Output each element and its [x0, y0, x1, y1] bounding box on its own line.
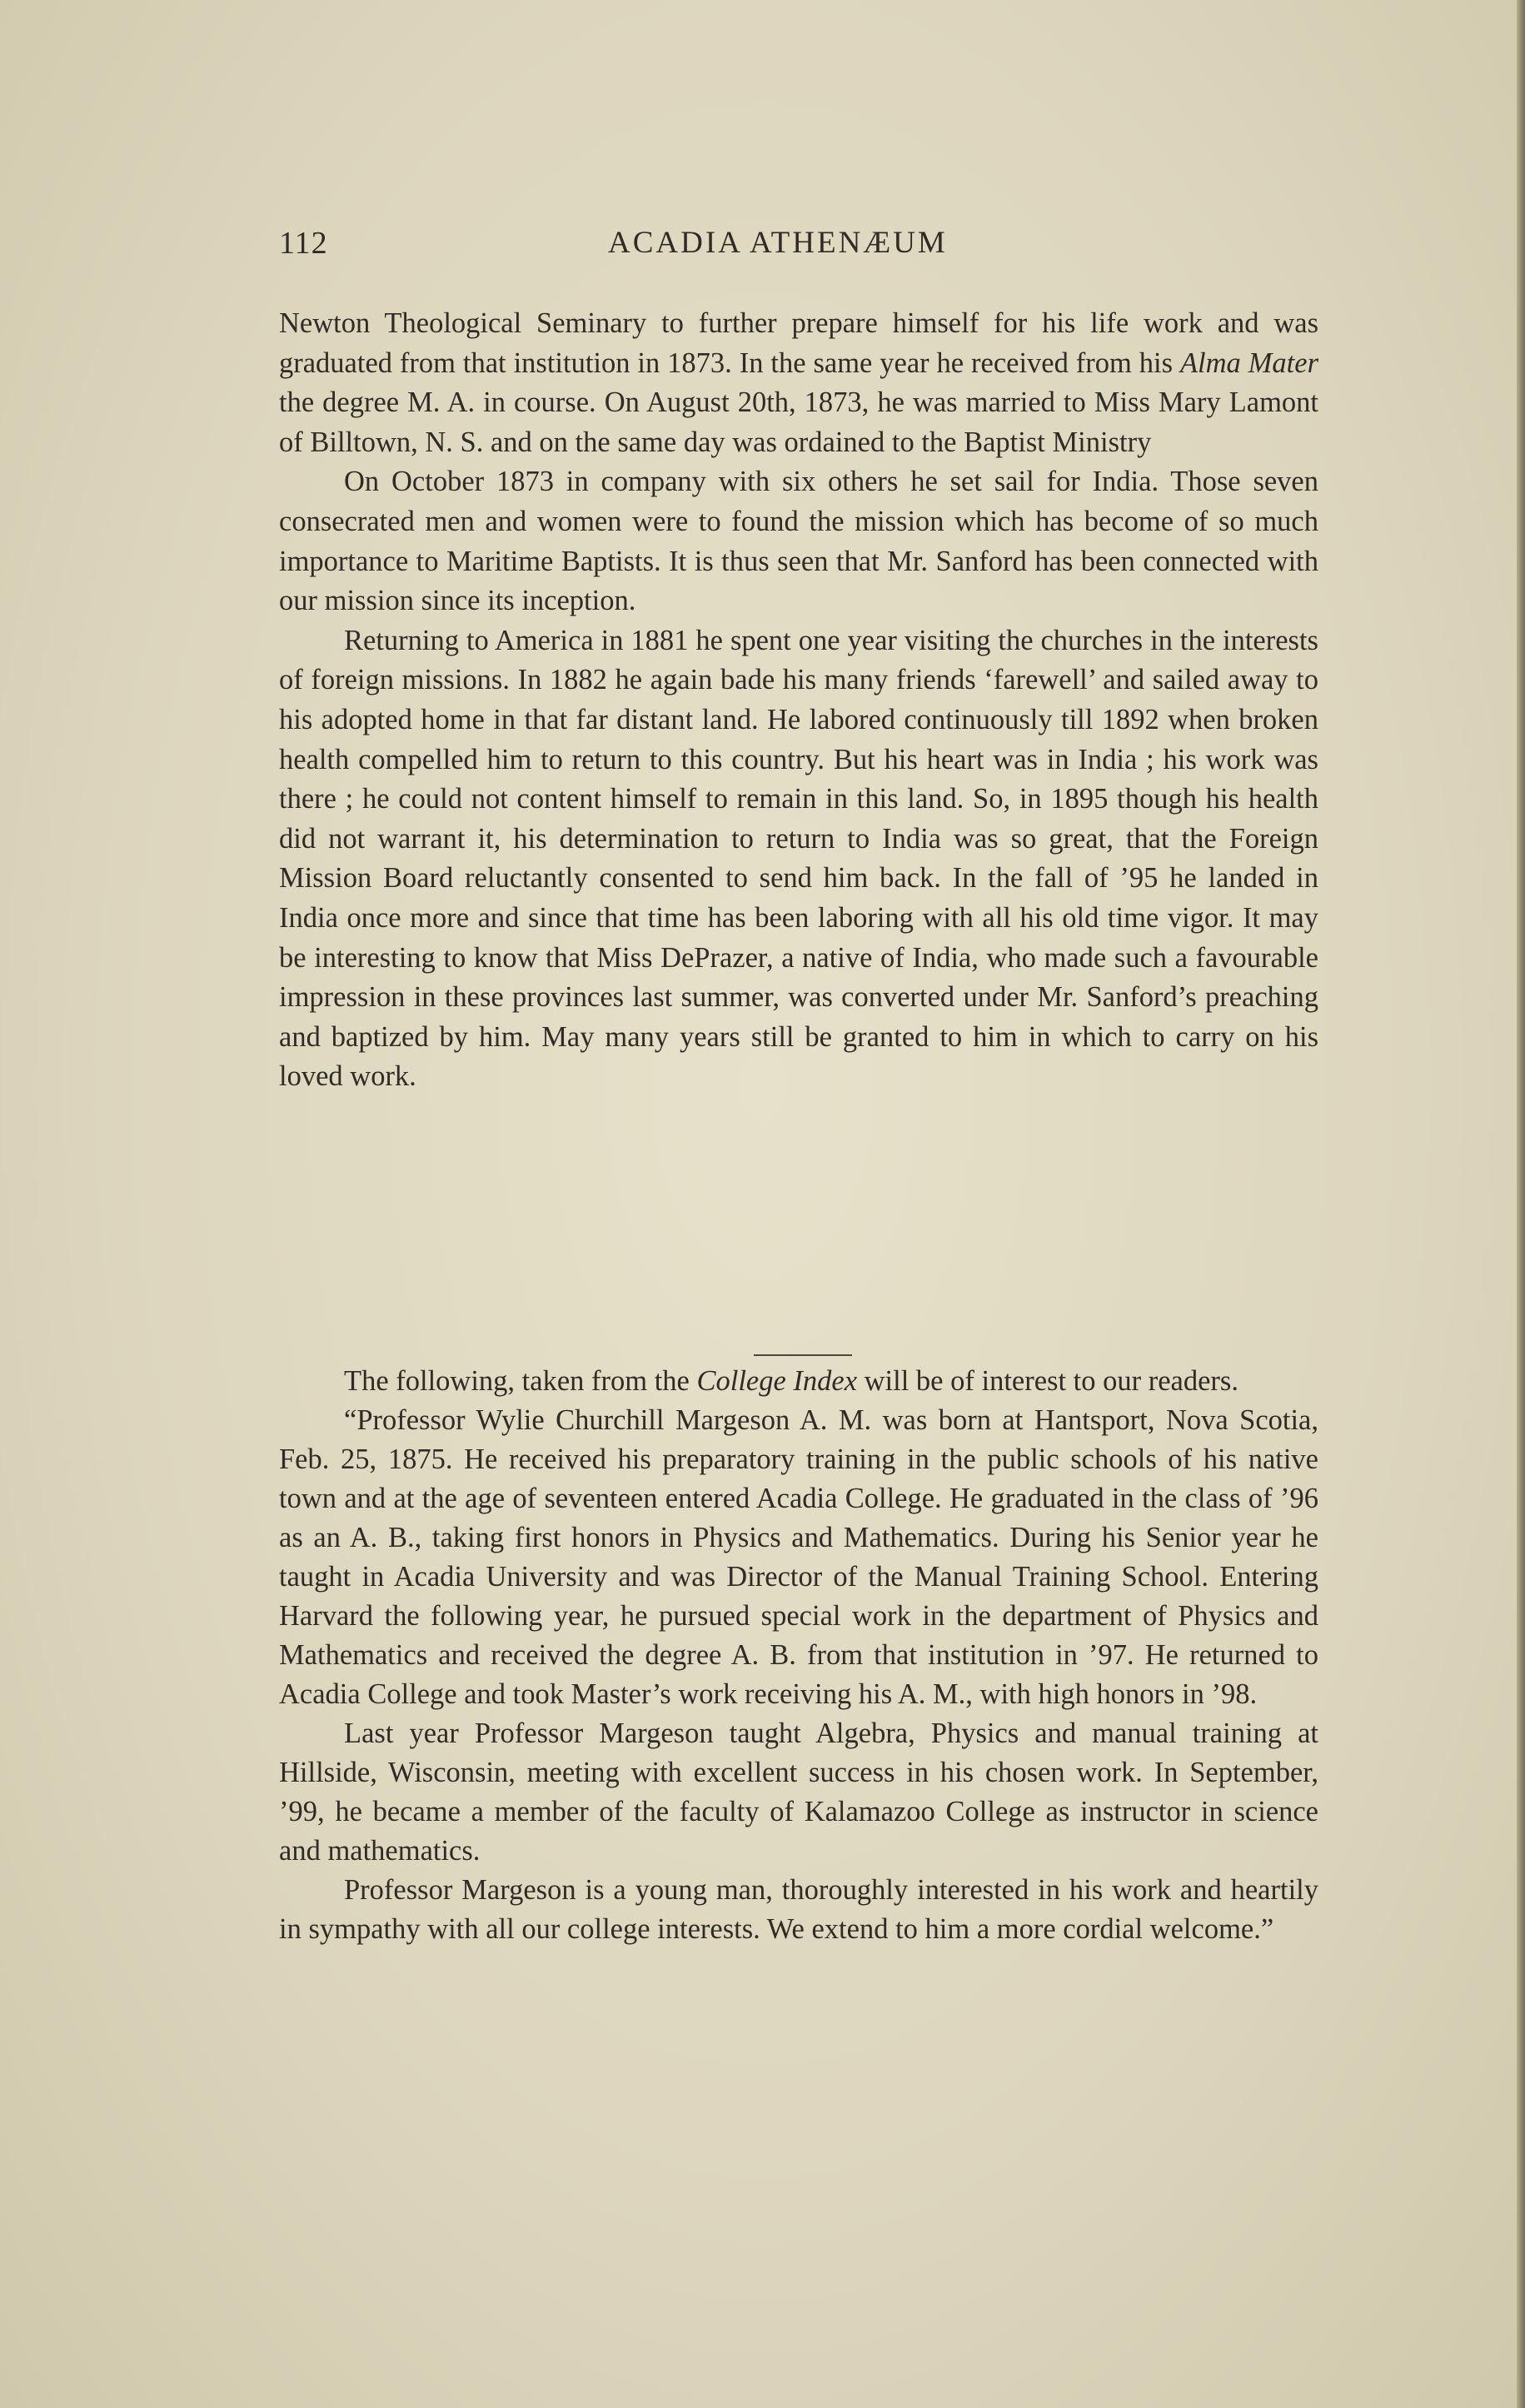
paragraph-text: Newton Theological Seminary to further prepare himself for his life work and was graduated from that institution in 1873. In the same year he received from his: [279, 307, 1318, 379]
article-sanford: [279, 304, 1318, 1097]
paragraph: Professor Margeson is a young man, thoroughly interested in his work and heartily in sympathy with all our college interests. We extend to him a more cordial welcome.”: [279, 1874, 1318, 1945]
italic-title: Alma Mater: [1179, 346, 1318, 379]
paragraph: [279, 1362, 1318, 1401]
section-divider: [754, 1354, 852, 1356]
paragraph-text: the degree M. A. in course. On August 20th, 1873, he was married to Miss Mary Lamont of Billtown, N. S. and on the same day was ordained to the Baptist Ministry: [279, 386, 1318, 458]
paragraph-text: The following, taken from the: [344, 1365, 697, 1397]
paragraph: “Professor Wylie Churchill Margeson A. M. was born at Hantsport, Nova Scotia, Feb. 25, 1875. He received his preparatory training in the public schools of his native town and at the age of seventeen entered Acadia College. He graduated in the class of ’96 as an A. B., taking first honors in Physics and Mathematics. During his Senior year he taught in Acadia University and was Director of the Manual Training School. Entering Harvard the following year, he pursued special work in the department of Physics and Mathematics and received the degree A. B. from that institution in ’97. He returned to Acadia College and took Master’s work receiving his A. M., with high honors in ’98.: [279, 1404, 1318, 1710]
paragraph: Returning to America in 1881 he spent one year visiting the churches in the interests of foreign missions. In 1882 he again bade his many friends ‘farewell’ and sailed away to his adopted home in that far distant land. He labored continuously till 1892 when broken health compelled him to return to this country. But his heart was in India ; his work was there ; he could not content himself to remain in this land. So, in 1895 though his health did not warrant it, his determination to return to India was so great, that the Foreign Mission Board reluctantly consented to send him back. In the fall of ’95 he landed in India once more and since that time has been laboring with all his old time vigor. It may be interesting to know that Miss DePrazer, a native of India, who made such a favourable impression in these provinces last summer, was converted under Mr. Sanford’s preaching and baptized by him. May many years still be granted to him in which to carry on his loved work.: [279, 624, 1318, 1093]
italic-title: College Index: [696, 1365, 858, 1397]
page-number: 112: [279, 226, 328, 261]
running-head: ACADIA ATHENÆUM: [608, 226, 948, 260]
article-margeson: [279, 1362, 1318, 1949]
paragraph: On October 1873 in company with six others he set sail for India. Those seven consecrated men and women were to found the mission which has become of so much importance to Maritime Baptists. It is thus seen that Mr. Sanford has been connected with our mission since its inception.: [279, 466, 1318, 617]
paragraph: [279, 304, 1318, 462]
paragraph-text: will be of interest to our readers.: [857, 1365, 1238, 1397]
paragraph: Last year Professor Margeson taught Algebra, Physics and manual training at Hillside, Wisconsin, meeting with excellent success in his chosen work. In September, ’99, he became a member of the faculty of Kalamazoo College as instructor in science and mathematics.: [279, 1718, 1318, 1867]
page-header: [279, 225, 1320, 275]
page-edge-shadow: [1517, 0, 1525, 2408]
